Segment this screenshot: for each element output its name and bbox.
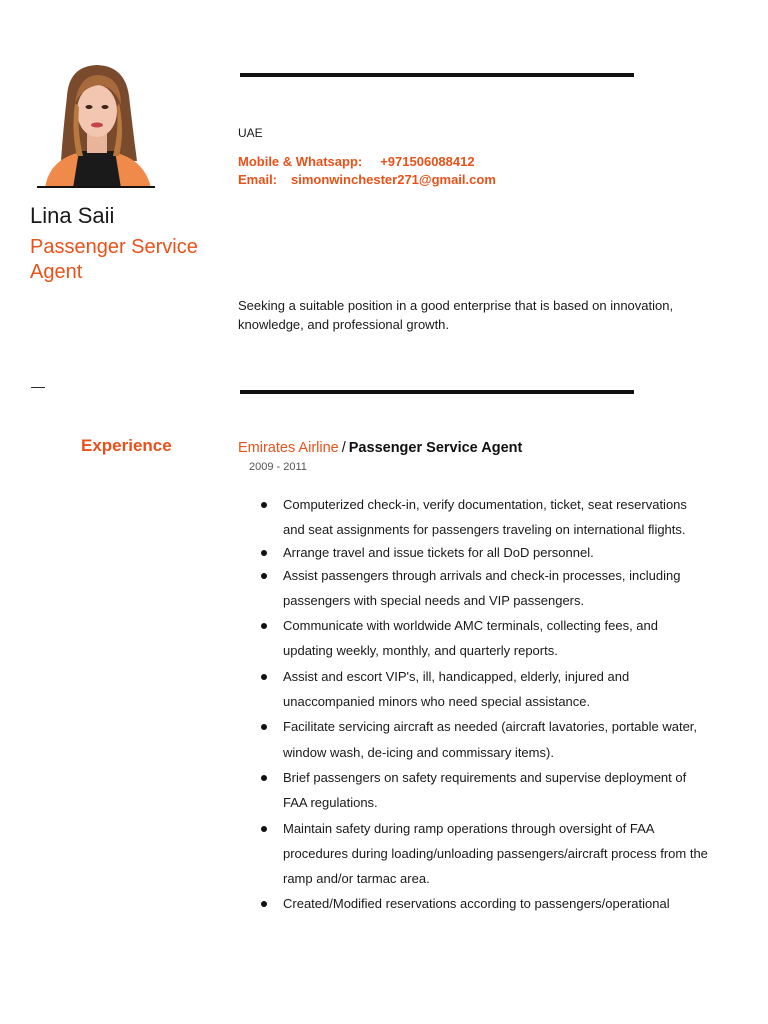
duty-item: Created/Modified reservations according to passengers/operational bbox=[260, 891, 708, 916]
bullet-icon bbox=[261, 502, 267, 508]
job-duties-list bbox=[260, 492, 708, 917]
email-line bbox=[238, 172, 496, 187]
email-address[interactable]: simonwinchester271@gmail.com bbox=[291, 172, 496, 187]
duty-item: Assist and escort VIP's, ill, handicapped, elderly, injured and unaccompanied minors who need special assistance. bbox=[260, 664, 708, 715]
job-company: Emirates Airline bbox=[238, 440, 339, 456]
duty-item: Facilitate servicing aircraft as needed (aircraft lavatories, portable water, window wash, de-icing and commissary items). bbox=[260, 714, 708, 765]
phone-line bbox=[238, 154, 475, 169]
bullet-icon bbox=[261, 775, 267, 781]
duty-item: Assist passengers through arrivals and check-in processes, including passengers with special needs and VIP passengers. bbox=[260, 563, 708, 614]
bullet-icon bbox=[261, 674, 267, 680]
profile-photo bbox=[37, 61, 155, 188]
job-separator: / bbox=[341, 440, 346, 456]
bullet-icon bbox=[261, 826, 267, 832]
location-country: UAE bbox=[238, 126, 263, 140]
duty-item: Brief passengers on safety requirements and supervise deployment of FAA regulations. bbox=[260, 765, 708, 816]
bullet-icon bbox=[261, 573, 267, 579]
duty-item: Arrange travel and issue tickets for all DoD personnel. bbox=[260, 543, 708, 563]
phone-label: Mobile & Whatsapp: bbox=[238, 154, 363, 169]
job-title: Passenger Service Agent bbox=[348, 440, 523, 456]
duty-item: Computerized check-in, verify documentation, ticket, seat reservations and seat assignments for passengers traveling on international flights. bbox=[260, 492, 708, 543]
duty-item: Maintain safety during ramp operations through oversight of FAA procedures during loading/unloading passengers/aircraft process from the ramp and/or tarmac area. bbox=[260, 816, 708, 892]
email-label: Email: bbox=[238, 172, 278, 187]
bullet-icon bbox=[261, 550, 267, 556]
job-heading bbox=[238, 440, 522, 456]
top-divider-rule bbox=[240, 73, 634, 77]
experience-section-title: Experience bbox=[81, 436, 172, 455]
phone-number[interactable]: +971506088412 bbox=[380, 154, 475, 169]
bullet-icon bbox=[261, 724, 267, 730]
left-dash-divider: — bbox=[31, 378, 45, 394]
profile-summary: Seeking a suitable position in a good enterprise that is based on innovation, knowledge, and professional growth. bbox=[238, 298, 674, 332]
candidate-name: Lina Saii bbox=[30, 203, 115, 228]
section-divider-rule bbox=[240, 390, 634, 394]
job-dates: 2009 - 2011 bbox=[249, 461, 307, 473]
bullet-icon bbox=[261, 623, 267, 629]
candidate-role: Passenger Service Agent bbox=[30, 236, 198, 283]
bullet-icon bbox=[261, 901, 267, 907]
duty-item: Communicate with worldwide AMC terminals, collecting fees, and updating weekly, monthly, and quarterly reports. bbox=[260, 613, 708, 664]
